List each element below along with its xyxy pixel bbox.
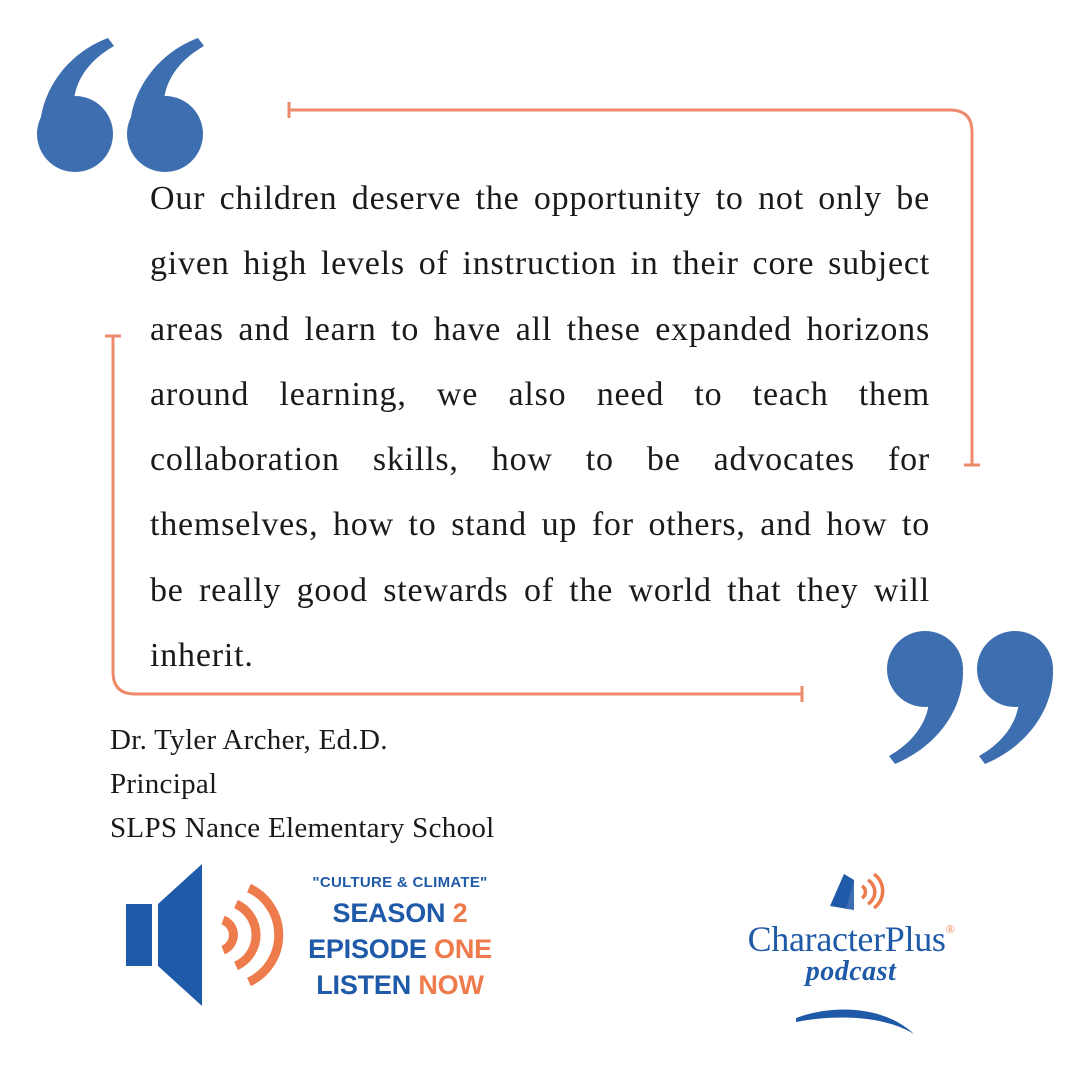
listen-now-link[interactable]: LISTEN NOW	[316, 970, 484, 1000]
series-title: "CULTURE & CLIMATE"	[312, 874, 488, 891]
speaker-organization: SLPS Nance Elementary School	[110, 812, 495, 844]
episode-info[interactable]	[300, 874, 500, 1003]
quote-text: Our children deserve the opportunity to not only be given high levels of instruction in their core subject areas and learn to have all these expanded horizons around learning, we also need to teach them collaboration skills, how to be advocates for themselves, how to stand up for others, and how to be really good stewards of the world that they will inherit.	[150, 180, 930, 675]
season-line: SEASON 2	[332, 898, 468, 928]
speaker-role: Principal	[110, 768, 218, 800]
speaker-icon[interactable]	[120, 860, 290, 1010]
brand-subtitle: podcast	[805, 956, 897, 987]
sound-waves-icon	[223, 888, 279, 982]
podcast-logo-icon	[824, 866, 890, 914]
episode-line: EPISODE ONE	[308, 934, 492, 964]
brand-swoosh	[794, 1000, 924, 1040]
attribution	[110, 718, 495, 850]
speaker-name: Dr. Tyler Archer, Ed.D.	[110, 724, 388, 756]
brand-name: CharacterPlus®	[747, 919, 955, 959]
brand-logo	[716, 918, 986, 988]
